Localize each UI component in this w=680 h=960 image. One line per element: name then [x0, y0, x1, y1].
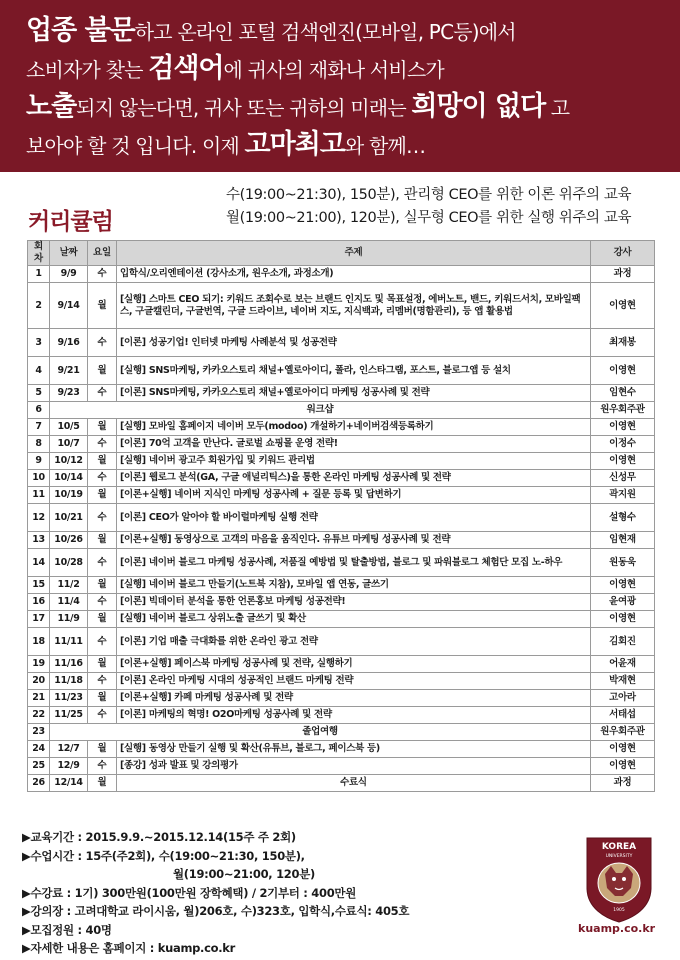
banner-line-3: [26, 88, 680, 126]
cell-day: 수: [88, 594, 117, 611]
cell-topic: [117, 775, 591, 792]
cell-no: 23: [28, 724, 50, 741]
cell-teacher: 신성무: [591, 470, 655, 487]
topic-text: 빅데이터 분석을 통한 언론홍보 마케팅 성공전략!: [145, 596, 346, 607]
cell-date: 10/12: [50, 453, 88, 470]
cell-day: 수: [88, 628, 117, 656]
cell-day: 수: [88, 470, 117, 487]
cell-day: 수: [88, 436, 117, 453]
banner-emphasis: 희망이 없다: [411, 91, 546, 122]
table-row: [28, 419, 655, 436]
topic-text: 70억 고객을 만난다. 글로벌 쇼핑몰 운영 전략!: [145, 438, 338, 449]
cell-topic: [117, 419, 591, 436]
topic-text: 온라인 마케팅 시대의 성공적인 브랜드 마케팅 전략: [145, 675, 354, 686]
cell-topic: [117, 436, 591, 453]
cell-teacher: 이정수: [591, 436, 655, 453]
svg-text:KOREA: KOREA: [601, 842, 637, 852]
cell-day: 월: [88, 577, 117, 594]
topic-tag: [실행]: [120, 613, 146, 624]
cell-teacher: 어윤재: [591, 656, 655, 673]
topic-text: 모바일 홈페이지 네이버 모두(modoo) 개설하기+네이버검색등록하기: [145, 421, 434, 432]
cell-teacher: 이영현: [591, 419, 655, 436]
banner-text: 하고 온라인 포털 검색엔진(모바일, PC등)에서: [134, 20, 516, 44]
cell-date: 10/7: [50, 436, 88, 453]
topic-tag: [이론]: [120, 472, 146, 483]
cell-no: 5: [28, 385, 50, 402]
cell-teacher: 원동욱: [591, 549, 655, 577]
cell-date: 12/7: [50, 741, 88, 758]
cell-day: 월: [88, 419, 117, 436]
cell-date: 11/11: [50, 628, 88, 656]
schedule-wednesday: 수(19:00~21:30), 150분), 관리형 CEO를 위한 이론 위주의 교육: [226, 187, 632, 203]
schedule-monday: 월(19:00~21:00), 120분), 실무형 CEO를 위한 실행 위주의 교육: [226, 210, 632, 226]
banner-text: 소비자가 찾는: [26, 58, 149, 82]
table-row: [28, 283, 655, 329]
topic-tag: [이론]: [120, 596, 146, 607]
topic-text: 마케팅의 혁명! O2O마케팅 성공사례 및 전략: [145, 709, 332, 720]
topic-text: 동영상 만들기 실행 및 확산(유튜브, 블로그, 페이스북 등): [145, 743, 380, 754]
topic-text: 네이버 블로그 마케팅 성공사례, 저품질 예방법 및 탈출방법, 블로그 및 파워블로그 체험단 모집 노-하우: [145, 556, 563, 568]
cell-no: 19: [28, 656, 50, 673]
cell-topic: [117, 656, 591, 673]
cell-teacher: 이영현: [591, 611, 655, 628]
cell-teacher: 이영현: [591, 577, 655, 594]
cell-teacher: 원우회주관: [591, 402, 655, 419]
cell-teacher: 설형수: [591, 504, 655, 532]
info-more: ▶자세한 내용은 홈페이지 : kuamp.co.kr: [22, 941, 236, 955]
topic-tag: [이론+실행]: [120, 658, 172, 669]
cell-day: 월: [88, 283, 117, 329]
topic-text: 카페 마케팅 성공사례 및 전략: [171, 692, 293, 703]
cell-topic: [117, 329, 591, 357]
cell-day: 수: [88, 758, 117, 775]
table-row: [28, 724, 655, 741]
table-row: [28, 329, 655, 357]
cell-day: 월: [88, 775, 117, 792]
topic-tag: [이론]: [120, 556, 146, 568]
cell-topic: [117, 628, 591, 656]
cell-date: 10/14: [50, 470, 88, 487]
cell-no: 11: [28, 487, 50, 504]
cell-no: 10: [28, 470, 50, 487]
banner-emphasis: 고마최고: [244, 129, 345, 160]
table-row: [28, 758, 655, 775]
table-row: [28, 707, 655, 724]
topic-tag: [이론]: [120, 709, 146, 720]
cell-topic: [117, 283, 591, 329]
cell-no: 17: [28, 611, 50, 628]
cell-topic: [117, 673, 591, 690]
table-row: [28, 594, 655, 611]
cell-day: 수: [88, 266, 117, 283]
topic-tag: [이론]: [120, 336, 146, 348]
cell-date: 9/9: [50, 266, 88, 283]
cell-day: 월: [88, 453, 117, 470]
topic-tag: [실행]: [120, 579, 146, 590]
cell-date: 11/23: [50, 690, 88, 707]
topic-text: 네이버 광고주 회원가입 및 키워드 관리법: [145, 455, 315, 466]
cell-no: 7: [28, 419, 50, 436]
table-row: [28, 673, 655, 690]
header-banner: [0, 0, 680, 172]
topic-tag: [실행]: [120, 743, 146, 754]
cell-teacher: 이영현: [591, 758, 655, 775]
cell-no: 16: [28, 594, 50, 611]
cell-topic: [117, 577, 591, 594]
banner-line-2: [26, 50, 680, 88]
cell-no: 26: [28, 775, 50, 792]
topic-text: 네이버 블로그 상위노출 글쓰기 및 확산: [145, 613, 306, 624]
cell-date: 11/4: [50, 594, 88, 611]
cell-day: 수: [88, 549, 117, 577]
cell-topic: [117, 758, 591, 775]
cell-day: 수: [88, 385, 117, 402]
cell-no: 21: [28, 690, 50, 707]
table-row: [28, 549, 655, 577]
cell-day: 수: [88, 673, 117, 690]
cell-teacher: 고아라: [591, 690, 655, 707]
cell-topic: [117, 741, 591, 758]
cell-date: 12/9: [50, 758, 88, 775]
cell-date: 9/21: [50, 357, 88, 385]
banner-emphasis: 업종 불문: [26, 15, 135, 46]
cell-topic: [117, 487, 591, 504]
cell-teacher: 과정: [591, 775, 655, 792]
cell-day: 월: [88, 611, 117, 628]
course-info: [22, 828, 409, 958]
cell-no: 1: [28, 266, 50, 283]
cell-merged-event: 졸업여행: [50, 724, 591, 741]
cell-day: 월: [88, 741, 117, 758]
cell-day: 월: [88, 357, 117, 385]
table-row: [28, 436, 655, 453]
cell-date: 11/9: [50, 611, 88, 628]
cell-teacher: 이영현: [591, 283, 655, 329]
cell-teacher: 김회진: [591, 628, 655, 656]
cell-day: 월: [88, 656, 117, 673]
topic-tag: [이론+실행]: [120, 692, 172, 703]
topic-text: 기업 매출 극대화를 위한 온라인 광고 전략: [145, 635, 318, 647]
info-time-cont: 월(19:00~21:00, 120분): [173, 867, 315, 881]
cell-teacher: 임현수: [591, 385, 655, 402]
info-period: ▶교육기간 : 2015.9.9.~2015.12.14(15주 주 2회): [22, 830, 296, 844]
table-row: [28, 775, 655, 792]
header-teacher: 강사: [591, 241, 655, 266]
banner-text: 와 함께…: [344, 134, 426, 158]
cell-teacher: 과정: [591, 266, 655, 283]
topic-text: 성과 발표 및 강의평가: [145, 760, 238, 771]
info-time: ▶수업시간 : 15주(주2회), 수(19:00~21:30, 150분),: [22, 848, 305, 863]
cell-topic: [117, 549, 591, 577]
cell-topic: [117, 594, 591, 611]
topic-tag: [이론]: [120, 635, 146, 647]
cell-topic: [117, 453, 591, 470]
curriculum-title: 커리큘럼: [28, 209, 113, 235]
site-url[interactable]: kuamp.co.kr: [578, 922, 656, 935]
cell-no: 9: [28, 453, 50, 470]
topic-text: CEO가 알아야 할 바이럴마케팅 실행 전략: [145, 511, 318, 523]
topic-tag: [이론]: [120, 438, 146, 449]
cell-topic: [117, 707, 591, 724]
cell-no: 22: [28, 707, 50, 724]
cell-teacher: 원우회주관: [591, 724, 655, 741]
cell-teacher: 윤여광: [591, 594, 655, 611]
topic-tag: [이론]: [120, 387, 146, 398]
cell-topic: [117, 504, 591, 532]
table-row: [28, 402, 655, 419]
cell-topic: [117, 385, 591, 402]
header-date: 날짜: [50, 241, 88, 266]
table-row: [28, 656, 655, 673]
svg-text:UNIVERSITY: UNIVERSITY: [605, 854, 633, 859]
table-row: [28, 504, 655, 532]
cell-date: 9/14: [50, 283, 88, 329]
topic-tag: [실행]: [120, 293, 146, 305]
cell-date: 11/16: [50, 656, 88, 673]
topic-tag: [종강]: [120, 760, 146, 771]
cell-day: 월: [88, 690, 117, 707]
cell-no: 8: [28, 436, 50, 453]
header-topic: 주제: [117, 241, 591, 266]
cell-topic: [117, 690, 591, 707]
table-body: [28, 266, 655, 792]
cell-date: 10/26: [50, 532, 88, 549]
topic-text: 입학식/오리엔테이션 (강사소개, 원우소개, 과정소개): [120, 268, 334, 279]
cell-date: 10/28: [50, 549, 88, 577]
table-header-row: [28, 241, 655, 266]
cell-teacher: 곽지원: [591, 487, 655, 504]
table-row: [28, 266, 655, 283]
cell-teacher: 최재봉: [591, 329, 655, 357]
cell-teacher: 임현재: [591, 532, 655, 549]
curriculum-table: [27, 240, 654, 792]
svg-text:1905: 1905: [613, 908, 625, 913]
topic-text: SNS마케팅, 카카오스토리 채널+옐로아이디 마케팅 성공사례 및 전략: [145, 387, 430, 398]
banner-text: 고: [545, 96, 570, 120]
cell-no: 24: [28, 741, 50, 758]
korea-university-logo: [583, 836, 655, 924]
cell-teacher: 이영현: [591, 357, 655, 385]
cell-topic: [117, 266, 591, 283]
table-row: [28, 628, 655, 656]
topic-text: 성공기업! 인터넷 마케팅 사례분석 및 성공전략: [145, 336, 337, 348]
table-row: [28, 470, 655, 487]
table-row: [28, 385, 655, 402]
info-fee: ▶수강료 : 1기) 300만원(100만원 장학혜택) / 2기부터 : 400만원: [22, 885, 357, 900]
cell-topic: [117, 611, 591, 628]
cell-no: 4: [28, 357, 50, 385]
topic-tag: [이론]: [120, 511, 146, 523]
topic-text: 네이버 블로그 만들기(노트북 지참), 모바일 앱 연동, 글쓰기: [145, 579, 389, 590]
cell-teacher: 이영현: [591, 453, 655, 470]
topic-text: 스마트 CEO 되기: 키워드 조회수로 보는 브랜드 인지도 및 목표설정, 에버노트, 밴드, 키워드서치, 모바일팩스, 구글캘린더, 구글번역, 구글 드라이브, 네이버 지도, 지식백과, 리멤버(명함관리), 등 앱 활용법: [120, 293, 581, 317]
header-no: 회차: [28, 241, 50, 266]
topic-text: 네이버 지식인 마케팅 성공사례 + 질문 등록 및 답변하기: [171, 489, 402, 500]
header-day: 요일: [88, 241, 117, 266]
cell-date: 9/23: [50, 385, 88, 402]
banner-text: 에 귀사의 재화나 서비스가: [223, 58, 444, 82]
cell-day: 수: [88, 707, 117, 724]
topic-tag: [이론+실행]: [120, 489, 172, 500]
cell-no: 13: [28, 532, 50, 549]
banner-line-1: [26, 12, 680, 50]
info-place: ▶강의장 : 고려대학교 라이시움, 월)206호, 수)323호, 입학식,수료식: 405호: [22, 904, 410, 918]
info-capacity: ▶모집정원 : 40명: [22, 922, 112, 937]
cell-day: 수: [88, 329, 117, 357]
table-row: [28, 357, 655, 385]
cell-date: 11/18: [50, 673, 88, 690]
topic-tag: [이론+실행]: [120, 534, 172, 545]
banner-text: 되지 않는다면, 귀사 또는 귀하의 미래는: [76, 96, 412, 120]
cell-date: 10/21: [50, 504, 88, 532]
topic-tag: [실행]: [120, 364, 146, 376]
cell-no: 14: [28, 549, 50, 577]
cell-teacher: 이영현: [591, 741, 655, 758]
table-row: [28, 690, 655, 707]
cell-no: 20: [28, 673, 50, 690]
topic-tag: [실행]: [120, 421, 146, 432]
table-row: [28, 611, 655, 628]
topic-tag: [실행]: [120, 455, 146, 466]
table-row: [28, 453, 655, 470]
cell-merged-event: 워크샵: [50, 402, 591, 419]
cell-no: 6: [28, 402, 50, 419]
topic-text: 페이스북 마케팅 성공사례 및 전략, 실행하기: [171, 658, 353, 669]
cell-no: 3: [28, 329, 50, 357]
table-row: [28, 741, 655, 758]
cell-no: 25: [28, 758, 50, 775]
banner-text: 보아야 할 것 입니다. 이제: [26, 134, 245, 158]
cell-day: 수: [88, 504, 117, 532]
cell-topic: [117, 470, 591, 487]
topic-text: SNS마케팅, 카카오스토리 채널+옐로아이디, 폴라, 인스타그램, 포스트, 블로그앱 등 설치: [145, 364, 511, 376]
cell-date: 11/25: [50, 707, 88, 724]
cell-date: 12/14: [50, 775, 88, 792]
banner-emphasis: 검색어: [148, 53, 224, 84]
schedule-summary: [226, 184, 666, 230]
banner-line-4: [26, 126, 680, 164]
topic-text: 동영상으로 고객의 마음을 움직인다. 유튜브 마케팅 성공사례 및 전략: [171, 534, 451, 545]
cell-date: 10/5: [50, 419, 88, 436]
cell-date: 10/19: [50, 487, 88, 504]
cell-date: 11/2: [50, 577, 88, 594]
table-row: [28, 577, 655, 594]
topic-text: 수료식: [340, 777, 367, 788]
cell-no: 2: [28, 283, 50, 329]
cell-date: 9/16: [50, 329, 88, 357]
banner-emphasis: 노출: [26, 91, 77, 122]
cell-day: 월: [88, 532, 117, 549]
topic-tag: [이론]: [120, 675, 146, 686]
table-row: [28, 532, 655, 549]
cell-no: 18: [28, 628, 50, 656]
cell-no: 15: [28, 577, 50, 594]
cell-topic: [117, 357, 591, 385]
cell-no: 12: [28, 504, 50, 532]
cell-topic: [117, 532, 591, 549]
cell-teacher: 서태섭: [591, 707, 655, 724]
table-row: [28, 487, 655, 504]
cell-day: 월: [88, 487, 117, 504]
cell-teacher: 박재현: [591, 673, 655, 690]
topic-text: 웹로그 분석(GA, 구글 애널리틱스)을 통한 온라인 마케팅 성공사례 및 전략: [145, 472, 451, 483]
